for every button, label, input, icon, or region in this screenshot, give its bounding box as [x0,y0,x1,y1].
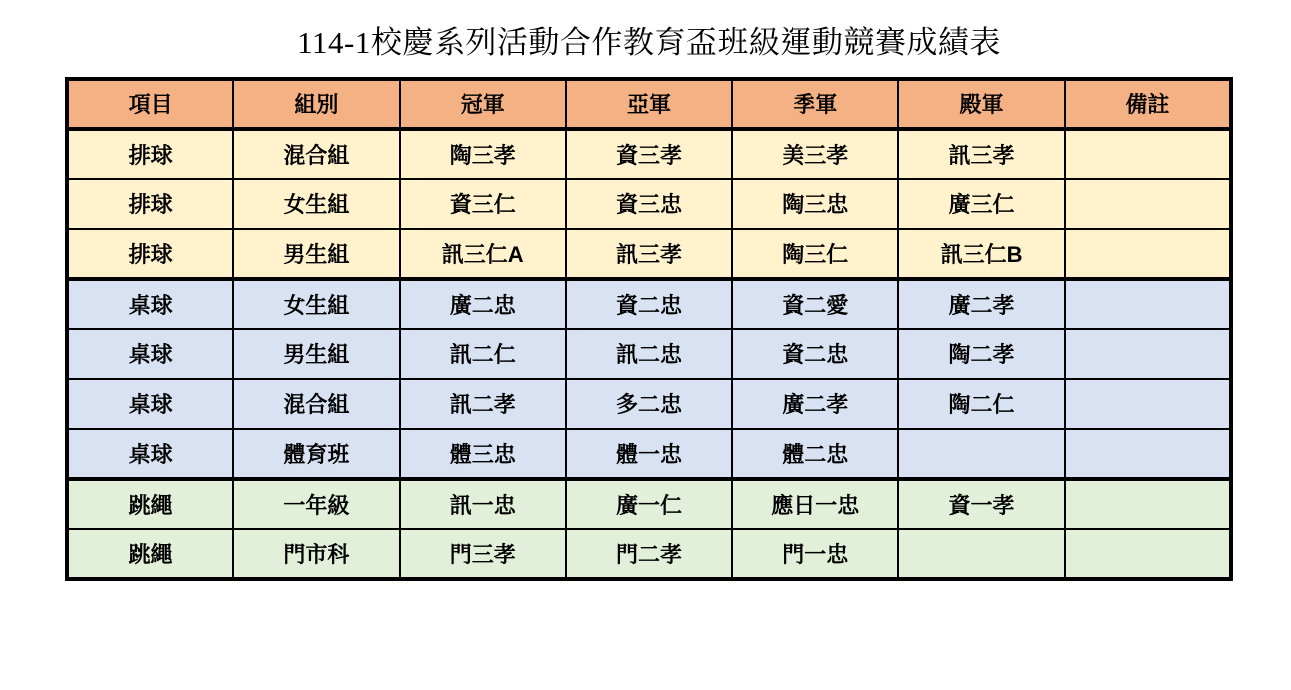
cell-champion: 體三忠 [400,429,566,479]
table-row [67,479,1231,529]
cell-champion: 訊二仁 [400,329,566,379]
table-row [67,229,1231,279]
table-row [67,529,1231,579]
cell-champion: 門三孝 [400,529,566,579]
cell-remarks [1065,379,1231,429]
cell-event: 桌球 [67,429,233,479]
header-third-place: 季軍 [732,79,898,129]
cell-group: 混合組 [233,129,399,179]
cell-remarks [1065,179,1231,229]
cell-fourth-place: 廣二孝 [898,279,1064,329]
cell-event: 排球 [67,129,233,179]
cell-remarks [1065,279,1231,329]
results-table [65,77,1233,581]
cell-group: 一年級 [233,479,399,529]
cell-third-place: 廣二孝 [732,379,898,429]
cell-fourth-place: 訊三孝 [898,129,1064,179]
cell-runner-up: 訊三孝 [566,229,732,279]
cell-third-place: 應日一忠 [732,479,898,529]
table-body [67,129,1231,579]
table-row [67,379,1231,429]
cell-fourth-place: 廣三仁 [898,179,1064,229]
cell-event: 跳繩 [67,529,233,579]
cell-champion: 訊三仁A [400,229,566,279]
cell-group: 門市科 [233,529,399,579]
cell-runner-up: 訊二忠 [566,329,732,379]
cell-remarks [1065,479,1231,529]
cell-fourth-place: 資一孝 [898,479,1064,529]
cell-champion: 陶三孝 [400,129,566,179]
header-fourth-place: 殿軍 [898,79,1064,129]
table-row [67,429,1231,479]
cell-fourth-place [898,429,1064,479]
cell-champion: 訊二孝 [400,379,566,429]
cell-fourth-place [898,529,1064,579]
cell-group: 男生組 [233,229,399,279]
cell-remarks [1065,529,1231,579]
cell-event: 桌球 [67,379,233,429]
header-group: 組別 [233,79,399,129]
table-row [67,179,1231,229]
header-event: 項目 [67,79,233,129]
cell-third-place: 門一忠 [732,529,898,579]
cell-group: 女生組 [233,279,399,329]
cell-runner-up: 門二孝 [566,529,732,579]
cell-runner-up: 多二忠 [566,379,732,429]
cell-group: 體育班 [233,429,399,479]
cell-fourth-place: 陶二仁 [898,379,1064,429]
cell-group: 男生組 [233,329,399,379]
header-remarks: 備註 [1065,79,1231,129]
header-row [67,79,1231,129]
cell-remarks [1065,229,1231,279]
cell-third-place: 資二忠 [732,329,898,379]
cell-runner-up: 體一忠 [566,429,732,479]
cell-event: 桌球 [67,329,233,379]
cell-event: 桌球 [67,279,233,329]
cell-runner-up: 資二忠 [566,279,732,329]
header-runner-up: 亞軍 [566,79,732,129]
cell-remarks [1065,429,1231,479]
cell-fourth-place: 訊三仁B [898,229,1064,279]
table-row [67,329,1231,379]
cell-runner-up: 資三忠 [566,179,732,229]
table-row [67,129,1231,179]
cell-group: 混合組 [233,379,399,429]
header-champion: 冠軍 [400,79,566,129]
cell-event: 排球 [67,229,233,279]
cell-remarks [1065,129,1231,179]
cell-runner-up: 廣一仁 [566,479,732,529]
cell-third-place: 資二愛 [732,279,898,329]
cell-champion: 廣二忠 [400,279,566,329]
cell-third-place: 體二忠 [732,429,898,479]
cell-champion: 資三仁 [400,179,566,229]
cell-event: 排球 [67,179,233,229]
cell-third-place: 陶三忠 [732,179,898,229]
table-header [67,79,1231,129]
page-title: 114-1校慶系列活動合作教育盃班級運動競賽成績表 [297,25,1001,60]
cell-runner-up: 資三孝 [566,129,732,179]
cell-third-place: 陶三仁 [732,229,898,279]
cell-third-place: 美三孝 [732,129,898,179]
table-row [67,279,1231,329]
cell-remarks [1065,329,1231,379]
cell-event: 跳繩 [67,479,233,529]
cell-fourth-place: 陶二孝 [898,329,1064,379]
cell-group: 女生組 [233,179,399,229]
cell-champion: 訊一忠 [400,479,566,529]
